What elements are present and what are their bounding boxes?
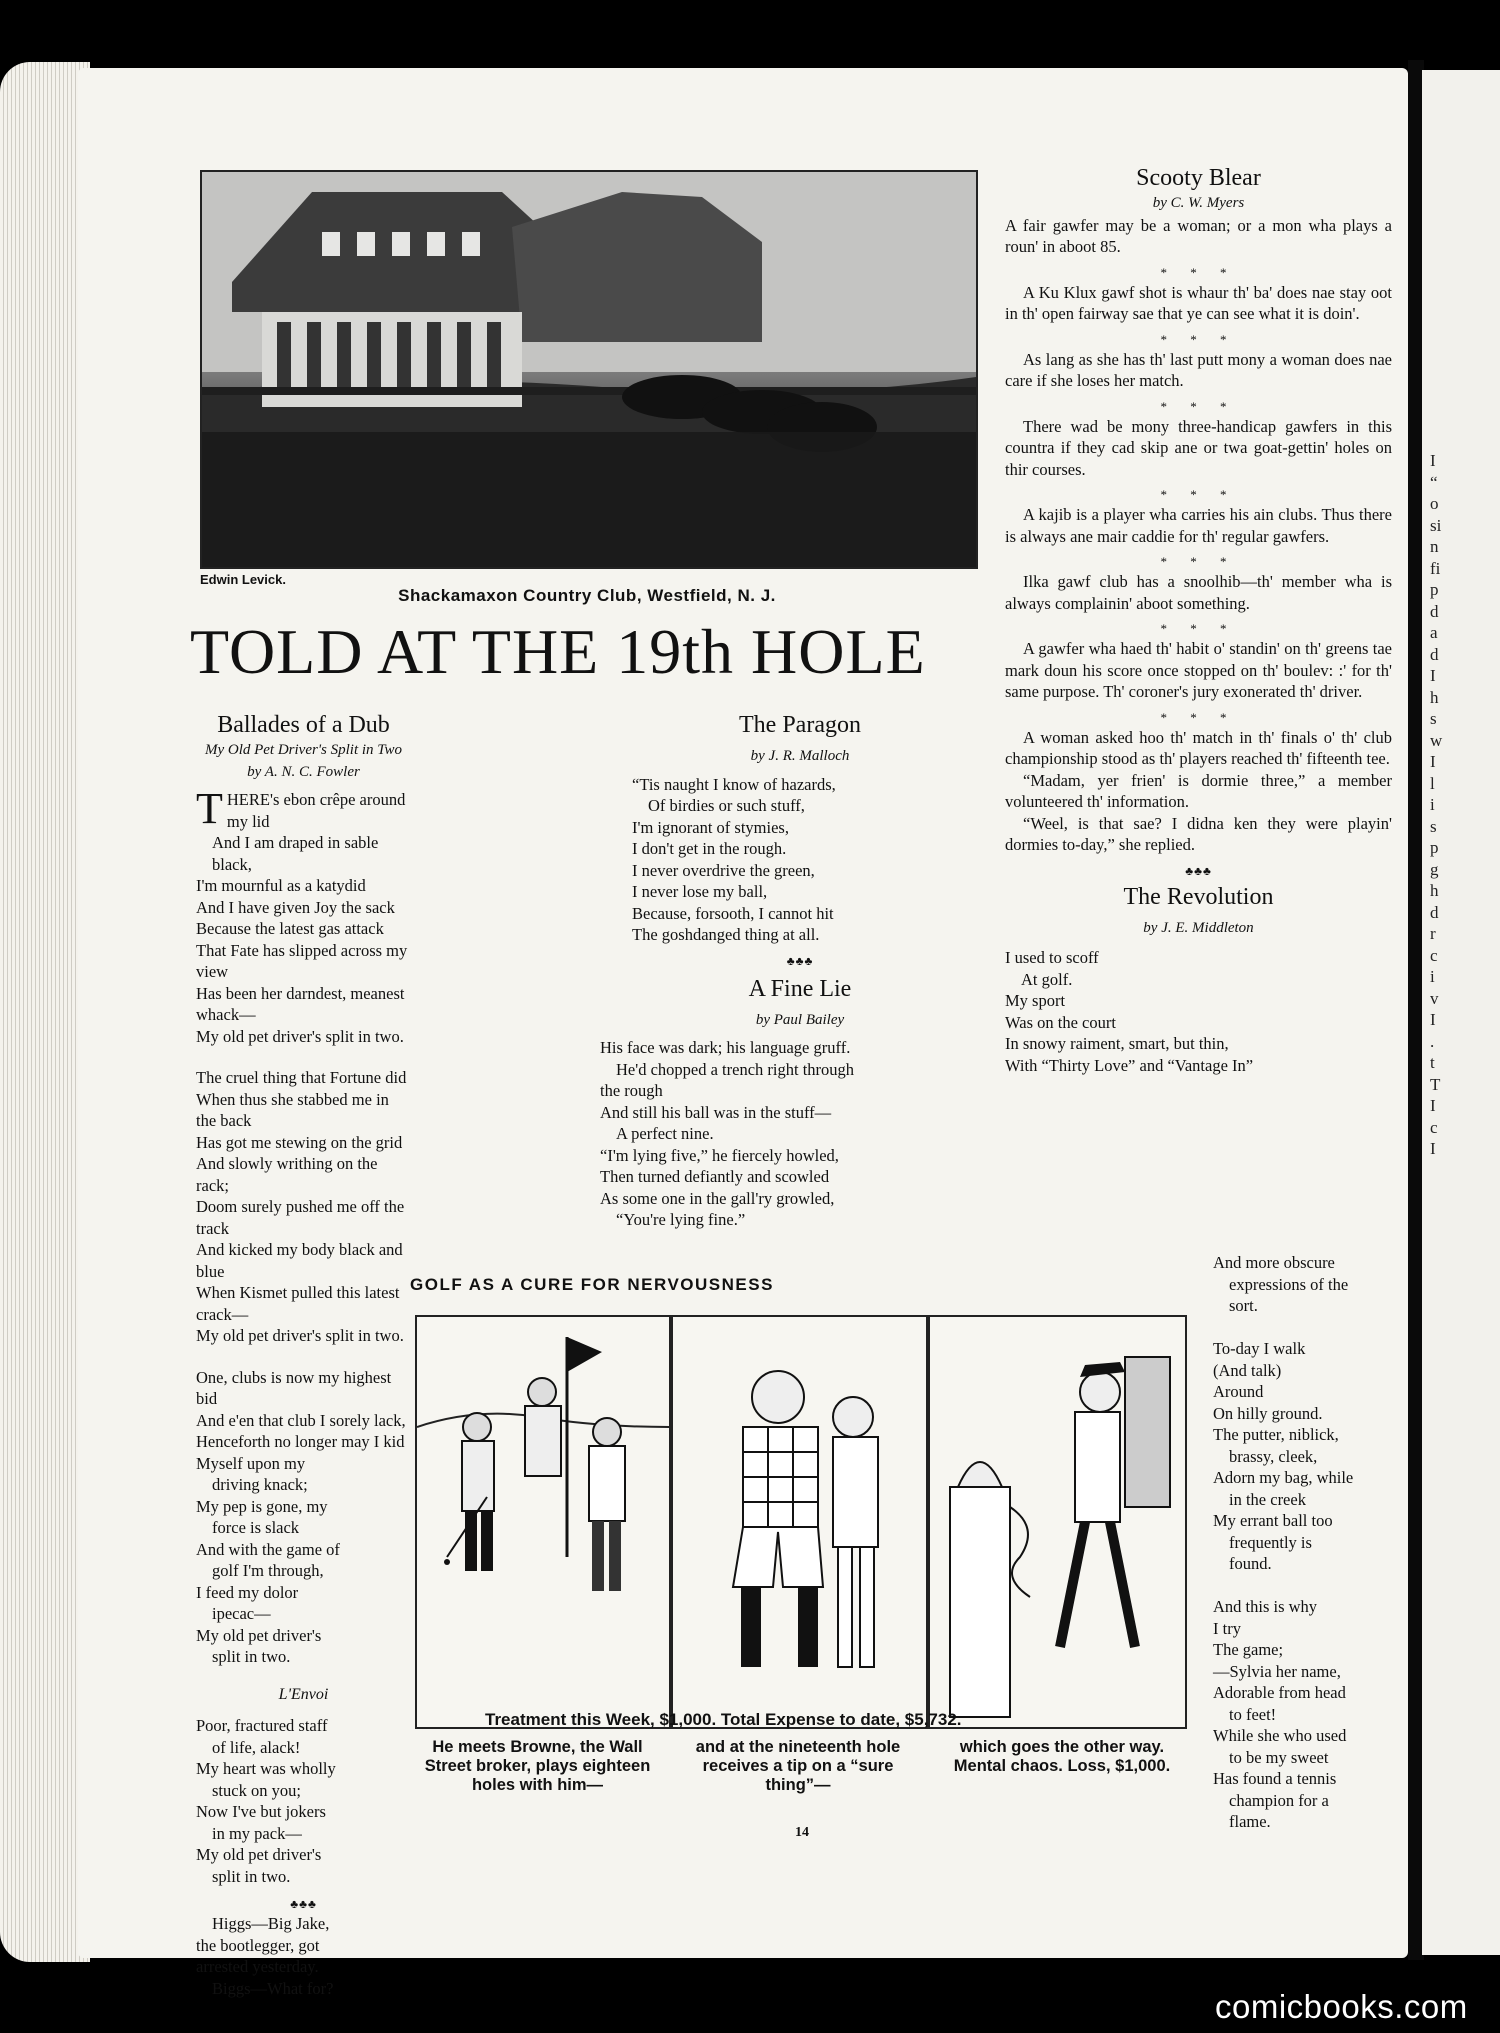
cartoon-title: GOLF AS A CURE FOR NERVOUSNESS (410, 1275, 774, 1294)
fine-lie-poem (600, 1037, 1000, 1231)
poem-line: “You're lying fine.” (616, 1210, 746, 1229)
ballades-stanza-2 (196, 1067, 411, 1347)
facing-page-fragment: v (1430, 988, 1439, 1008)
poem-line: I never overdrive the green, (632, 860, 815, 880)
envoi-title: L'Envoi (278, 1685, 329, 1703)
poem-line: sort. (1229, 1296, 1258, 1315)
page-number: 14 (795, 1825, 809, 1840)
poem-line: expressions of the (1229, 1274, 1349, 1294)
poem-line: Adorable from head (1213, 1683, 1346, 1702)
photo-credit: Edwin Levick. (200, 572, 286, 587)
facing-page-fragment: w (1430, 730, 1443, 750)
poem-line: Has been her darndest, meanest whack— (196, 983, 405, 1024)
poem-line: That Fate has slipped across my view (196, 940, 408, 981)
higgs-biggs-joke (196, 1913, 411, 1999)
poem-line: And I have given Joy the sack (196, 897, 395, 917)
facing-page-fragment: I (1430, 1096, 1436, 1115)
revolution-opening (1005, 947, 1392, 1076)
poem-line: On hilly ground. (1213, 1403, 1323, 1423)
facing-page-fragment: r (1430, 924, 1436, 943)
ballades-stanza-3 (196, 1367, 411, 1668)
fine-lie-title: A Fine Lie (748, 975, 852, 1002)
joke-line: the bootlegger, got (196, 1935, 320, 1955)
star-separator: * * * (1160, 621, 1237, 636)
poem-line: in my pack— (212, 1823, 302, 1843)
poem-line: of life, alack! (212, 1737, 301, 1757)
facing-page-fragment: I (1430, 752, 1436, 771)
poem-line: And still his ball was in the stuff— (600, 1102, 832, 1122)
poem-line: The cruel thing that Fortune did (196, 1068, 407, 1087)
poem-line: flame. (1229, 1812, 1271, 1831)
poem-line: My old pet driver's split in two. (196, 1326, 404, 1345)
facing-page-fragment: i (1430, 795, 1435, 814)
section-divider: ♣♣♣ (290, 1897, 317, 1911)
scooty-paragraph: A kajib is a player wha carries his ain clubs. Thus there is always ane mair caddie for th' regular gawfers. (1005, 505, 1392, 546)
poem-line: My errant ball too (1213, 1511, 1333, 1530)
scooty-paragraph: A Ku Klux gawf shot is whaur th' ba' does nae stay oot in th' open fairway sae that ye can see what it is doin'. (1005, 282, 1392, 323)
poem-line: I'm mournful as a katydid (196, 876, 366, 895)
nineteenth-hole-drawing (673, 1317, 926, 1727)
paragon-title: The Paragon (739, 712, 861, 738)
scooty-title: Scooty Blear (1136, 165, 1261, 191)
poem-line: A perfect nine. (616, 1124, 714, 1143)
poem-line: I never lose my ball, (632, 882, 768, 901)
scooty-paragraph: A woman asked hoo th' match in th' finals o' th' club championship stood as th' players reached th' fifteenth tee. (1005, 727, 1392, 768)
cartoon-panel-1 (415, 1315, 671, 1729)
cartoon-caption-1: He meets Browne, the Wall Street broker, plays eighteen holes with him— (424, 1738, 651, 1794)
poem-line: in the creek (1229, 1489, 1306, 1509)
poem-line: I try (1213, 1618, 1241, 1638)
scooty-byline: by C. W. Myers (1152, 195, 1245, 211)
facing-page-fragment: p (1430, 838, 1439, 857)
poem-line: ipecac— (212, 1604, 271, 1623)
poem-line: To-day I walk (1213, 1339, 1306, 1358)
poem-line (1213, 1317, 1398, 1339)
poem-line: And kicked my body black and blue (196, 1240, 403, 1281)
facing-page-fragment: . (1430, 1031, 1435, 1051)
scooty-paragraph: Ilka gawf club has a snoolhib—th' member wha is always complainin' aboot something. (1005, 572, 1392, 613)
poem-line: driving knack; (212, 1475, 308, 1494)
poem-line: The goshdanged thing at all. (632, 925, 820, 944)
ballades-byline: by A. N. C. Fowler (247, 763, 360, 780)
facing-page-fragment: g (1430, 859, 1439, 879)
facing-page-fragment: c (1430, 945, 1438, 965)
revolution-title: The Revolution (1123, 883, 1274, 910)
poem-line: And slowly writhing on the rack; (196, 1154, 378, 1195)
golfers-on-green-drawing (417, 1317, 669, 1727)
facing-page-fragment: a (1430, 623, 1438, 642)
facing-page-fragment: s (1430, 816, 1437, 836)
poem-line: I'm ignorant of stymies, (632, 817, 789, 837)
poem-line: “Tis naught I know of hazards, (632, 774, 836, 794)
cartoon-panel-3 (928, 1315, 1187, 1729)
section-divider: ♣♣♣ (1185, 863, 1212, 878)
poem-line: to be my sweet (1229, 1747, 1329, 1767)
ballades-subtitle: My Old Pet Driver's Split in Two (204, 742, 403, 758)
ballades-stanza-1 (196, 832, 411, 1047)
star-separator: * * * (1160, 398, 1237, 414)
facing-page-fragment: d (1430, 644, 1439, 664)
facing-page-fragment: p (1430, 580, 1439, 599)
star-separator: * * * (1160, 331, 1237, 347)
clubhouse-photo (200, 170, 978, 569)
ballades-column (196, 710, 411, 1999)
poem-line: Doom surely pushed me off the track (196, 1197, 405, 1238)
facing-page-fragment: i (1430, 967, 1435, 986)
cartoon-caption-3: which goes the other way. Mental chaos. Loss, $1,000. (953, 1738, 1171, 1775)
poem-line: Around (1213, 1382, 1264, 1401)
poem-line: And more obscure (1213, 1253, 1335, 1272)
facing-page-fragment: c (1430, 1117, 1438, 1137)
site-watermark: comicbooks.com (1215, 1988, 1468, 2025)
main-headline: TOLD AT THE 19th HOLE (190, 616, 926, 687)
scooty-column (1005, 163, 1392, 1076)
poem-line: My old pet driver's (196, 1845, 322, 1864)
poem-line: Of birdies or such stuff, (648, 796, 805, 815)
scooty-paragraph: “Madam, yer frien' is dormie three,” a member volunteered th' information. (1005, 770, 1392, 811)
star-separator: * * * (1160, 709, 1237, 725)
paragon-byline: by J. R. Malloch (750, 748, 850, 764)
poem-line: the rough (600, 1081, 663, 1100)
facing-page-fragment: si (1430, 515, 1442, 535)
poem-line: While she who used (1213, 1726, 1347, 1745)
poem-line: Has found a tennis (1213, 1769, 1337, 1788)
poem-line: brassy, cleek, (1229, 1446, 1318, 1466)
poem-line: to feet! (1229, 1704, 1277, 1724)
poem-line: With “Thirty Love” and “Vantage In” (1005, 1055, 1254, 1075)
cartoon-panel-2 (671, 1315, 928, 1729)
poem-line: Myself upon my (196, 1453, 306, 1473)
poem-line: stuck on you; (212, 1780, 301, 1800)
facing-page-fragment: fi (1430, 558, 1441, 578)
facing-page-fragment: h (1430, 881, 1439, 900)
poem-line: My old pet driver's (196, 1625, 322, 1645)
star-separator: * * * (1160, 264, 1237, 280)
poem-line: split in two. (212, 1647, 291, 1666)
poem-line: Was on the court (1005, 1012, 1116, 1032)
scooty-paragraphs (1005, 215, 1392, 856)
poem-line (1213, 1575, 1398, 1597)
revolution-byline: by J. E. Middleton (1143, 919, 1254, 936)
facing-page-fragment: n (1430, 537, 1439, 556)
facing-page (1422, 70, 1500, 1955)
ticker-machine-drawing (930, 1317, 1185, 1727)
poem-line: champion for a (1229, 1790, 1329, 1810)
cartoon-treatment-caption: Treatment this Week, $1,000. Total Expense to date, $5,732. (485, 1710, 962, 1729)
poem-line: My heart was wholly (196, 1759, 336, 1778)
poem-line: (And talk) (1213, 1360, 1282, 1380)
facing-page-fragment: o (1430, 494, 1439, 513)
scooty-paragraph: A fair gawfer may be a woman; or a mon wha plays a roun' in aboot 85. (1005, 215, 1392, 256)
poem-line: —Sylvia her name, (1213, 1661, 1341, 1681)
facing-page-text (1422, 70, 1500, 1160)
facing-page-fragment: I (1430, 451, 1436, 470)
facing-page-fragment: s (1430, 709, 1437, 728)
poem-line: When thus she stabbed me in the back (196, 1089, 389, 1130)
poem-line: Henceforth no longer may I kid (196, 1432, 405, 1451)
poem-line: As some one in the gall'ry growled, (600, 1188, 835, 1208)
poem-line: split in two. (212, 1866, 291, 1886)
revolution-continued (1213, 1252, 1398, 1833)
facing-page-fragment: d (1430, 601, 1439, 621)
poem-line: And with the game of (196, 1539, 340, 1559)
poem-line: found. (1229, 1554, 1272, 1573)
poem-line: Adorn my bag, while (1213, 1468, 1354, 1487)
joke-line: arrested yesterday. (196, 1957, 319, 1976)
poem-line: When Kismet pulled this latest crack— (196, 1283, 400, 1324)
photo-caption: Shackamaxon Country Club, Westfield, N. J. (398, 586, 776, 605)
section-divider: ♣♣♣ (786, 953, 814, 968)
scooty-paragraph: A gawfer wha haed th' habit o' standin' on th' greens tae mark doun his score once stopped on th' boulev: :' for th' same purpose. Th' coroner's jury exonerated th' driver. (1005, 639, 1392, 701)
fine-lie-byline: by Paul Bailey (755, 1011, 845, 1028)
poem-line: The game; (1213, 1640, 1284, 1659)
scooty-paragraph: As lang as she has th' last putt mony a woman does nae care if she loses her match. (1005, 349, 1392, 390)
poem-line: His face was dark; his language gruff. (600, 1038, 851, 1057)
poem-line: Because, forsooth, I cannot hit (632, 903, 834, 923)
poem-line: I don't get in the rough. (632, 839, 787, 858)
poem-line: The putter, niblick, (1213, 1425, 1339, 1444)
ballades-first-line: 's ebon crêpe around my lid (226, 790, 406, 831)
facing-page-fragment: t (1430, 1053, 1435, 1072)
poem-line: He'd chopped a trench right through (616, 1059, 855, 1079)
facing-page-fragment: l (1430, 773, 1435, 793)
star-separator: * * * (1160, 554, 1237, 569)
poem-line: Then turned defiantly and scowled (600, 1167, 830, 1186)
facing-page-fragment: I (1430, 1139, 1436, 1158)
poem-line: I feed my dolor (196, 1582, 299, 1602)
poem-line: golf I'm through, (212, 1561, 324, 1580)
poem-line: My old pet driver's split in two. (196, 1026, 404, 1046)
poem-line: At golf. (1021, 969, 1073, 989)
facing-page-fragment: T (1430, 1074, 1441, 1094)
poem-line: I used to scoff (1005, 948, 1099, 967)
clubhouse-illustration (202, 172, 976, 567)
poem-line: Has got me stewing on the grid (196, 1132, 403, 1152)
poem-line: My pep is gone, my (196, 1496, 328, 1516)
poem-line: And e'en that club I sorely lack, (196, 1410, 406, 1430)
envoi-stanza (196, 1715, 411, 1887)
poem-line: And I am draped in sable black, (212, 833, 379, 874)
star-separator: * * * (1160, 487, 1237, 502)
facing-page-fragment: d (1430, 902, 1439, 922)
poem-line: “I'm lying five,” he fiercely howled, (600, 1145, 839, 1165)
poem-line: Because the latest gas attack (196, 919, 384, 938)
joke-line: Higgs—Big Jake, (212, 1914, 330, 1933)
scooty-paragraph: There wad be mony three-handicap gawfers in this countra if they cad skip ane or twa goat-gettin' holes on thir courses. (1005, 416, 1392, 479)
facing-page-fragment: “ (1430, 472, 1438, 492)
facing-page-fragment: I (1430, 666, 1436, 685)
ballades-first-word: HERE (226, 790, 270, 809)
scooty-paragraph: “Weel, is that sae? I didna ken they were playin' dormies to-day,” she replied. (1005, 813, 1392, 854)
poem-line: In snowy raiment, smart, but thin, (1005, 1034, 1229, 1053)
poem-line: And this is why (1213, 1597, 1318, 1616)
ballades-drop-cap: T (196, 784, 223, 833)
paragon-poem (600, 774, 1000, 946)
ballades-title: Ballades of a Dub (217, 712, 390, 738)
poem-line: My sport (1005, 991, 1066, 1010)
poem-line: frequently is (1229, 1532, 1312, 1552)
joke-line: Biggs—What for? (212, 1978, 334, 1998)
middle-column (600, 710, 1000, 1231)
poem-line: One, clubs is now my highest bid (196, 1367, 392, 1408)
poem-line: Poor, fractured staff (196, 1716, 328, 1735)
facing-page-fragment: I (1430, 1010, 1436, 1029)
poem-line: force is slack (212, 1518, 300, 1537)
cartoon-caption-2: and at the nineteenth hole receives a tip on a “sure thing”— (695, 1738, 901, 1794)
facing-page-fragment: h (1430, 687, 1439, 707)
poem-line: Now I've but jokers (196, 1802, 326, 1821)
book-page-edges (0, 62, 90, 1962)
